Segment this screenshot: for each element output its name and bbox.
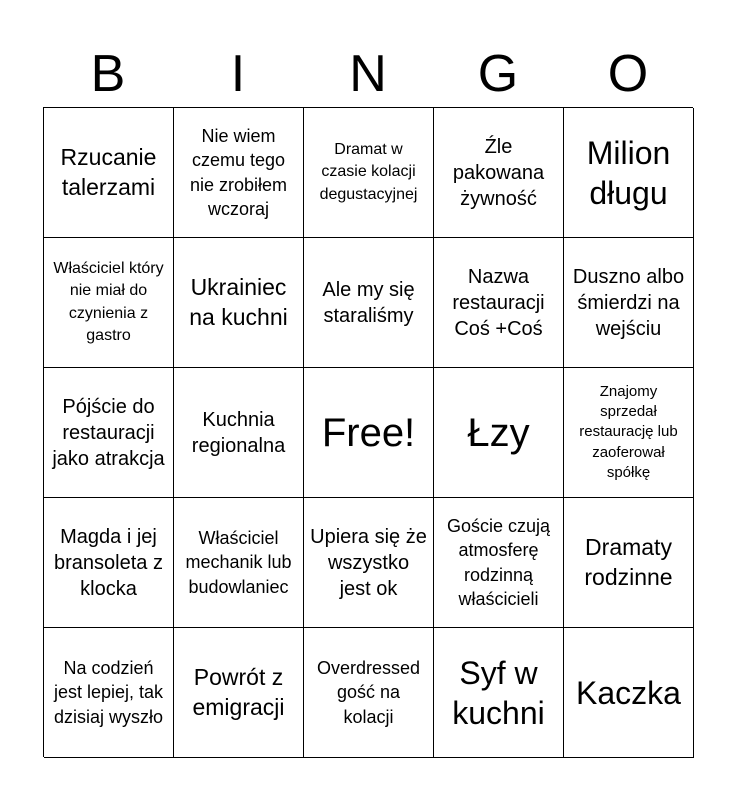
header-letter-g: G [477, 45, 519, 103]
bingo-cell-text: Powrót z emigracji [192, 664, 285, 720]
bingo-cell[interactable] [174, 238, 304, 368]
bingo-cell[interactable] [44, 628, 174, 758]
bingo-cell[interactable] [174, 368, 304, 498]
bingo-cell-text: Rzucanie talerzami [60, 144, 157, 200]
bingo-cell[interactable] [44, 108, 174, 238]
bingo-cell[interactable] [174, 628, 304, 758]
bingo-cell-text: Dramaty rodzinne [584, 534, 673, 590]
bingo-cell-text: Overdressed gość na kolacji [316, 658, 421, 727]
bingo-cell[interactable] [434, 368, 564, 498]
bingo-cell[interactable] [304, 498, 434, 628]
bingo-cell-text: Na codzień jest lepiej, tak dzisiaj wyszło [53, 658, 164, 727]
bingo-cell-text: Magda i jej bransoleta z klocka [54, 525, 163, 600]
bingo-cell[interactable] [564, 108, 694, 238]
bingo-cell-text: Źle pakowana żywność [452, 135, 545, 210]
bingo-cell[interactable] [174, 108, 304, 238]
bingo-cell[interactable] [174, 498, 304, 628]
bingo-cell-text: Duszno albo śmierdzi na wejściu [572, 265, 685, 340]
bingo-cell-text: Nie wiem czemu tego nie zrobiłem wczoraj [189, 125, 288, 219]
bingo-cell[interactable] [44, 368, 174, 498]
bingo-cell-text: Pójście do restauracji jako atrakcja [52, 395, 165, 470]
free-cell[interactable] [304, 368, 434, 498]
bingo-cell-text: Syf w kuchni [452, 654, 545, 731]
free-cell-text: Free! [321, 410, 416, 455]
bingo-cell-text: Ukrainiec na kuchni [189, 274, 288, 330]
bingo-cell-text: Dramat w czasie kolacji degustacyjnej [319, 140, 418, 203]
bingo-cell-text: Ale my się staraliśmy [322, 278, 415, 327]
bingo-cell-text: Milion długu [586, 134, 671, 211]
bingo-cell[interactable] [564, 238, 694, 368]
bingo-cell-text: Goście czują atmosferę rodzinną właścicieli [446, 515, 551, 609]
bingo-cell[interactable] [304, 238, 434, 368]
bingo-cell-text: Kaczka [576, 674, 681, 711]
bingo-cell[interactable] [44, 238, 174, 368]
header-letter-b: B [90, 45, 126, 103]
bingo-cell[interactable] [434, 628, 564, 758]
bingo-cell-text: Kuchnia regionalna [191, 408, 286, 457]
bingo-cell[interactable] [434, 238, 564, 368]
header-letter-n: N [349, 45, 387, 103]
bingo-cell[interactable] [564, 628, 694, 758]
bingo-cell-text: Znajomy sprzedał restaurację lub zaoferował spółkę [579, 382, 678, 481]
bingo-cell[interactable] [44, 498, 174, 628]
bingo-cell[interactable] [304, 108, 434, 238]
bingo-grid [43, 107, 693, 757]
header-letter-o: O [607, 45, 649, 103]
bingo-cell-text: Nazwa restauracji Coś +Coś [452, 265, 545, 340]
header-letter-i: I [230, 45, 246, 103]
bingo-cell[interactable] [434, 498, 564, 628]
bingo-cell[interactable] [434, 108, 564, 238]
bingo-cell[interactable] [564, 368, 694, 498]
bingo-cell[interactable] [304, 628, 434, 758]
bingo-cell-text: Upiera się że wszystko jest ok [310, 525, 427, 600]
bingo-cell-text: Właściciel który nie miał do czynienia z gastro [53, 259, 164, 344]
bingo-cell-text: Łzy [467, 410, 530, 455]
bingo-header [43, 40, 693, 108]
bingo-cell[interactable] [564, 498, 694, 628]
bingo-cell-text: Właściciel mechanik lub budowlaniec [185, 528, 292, 597]
